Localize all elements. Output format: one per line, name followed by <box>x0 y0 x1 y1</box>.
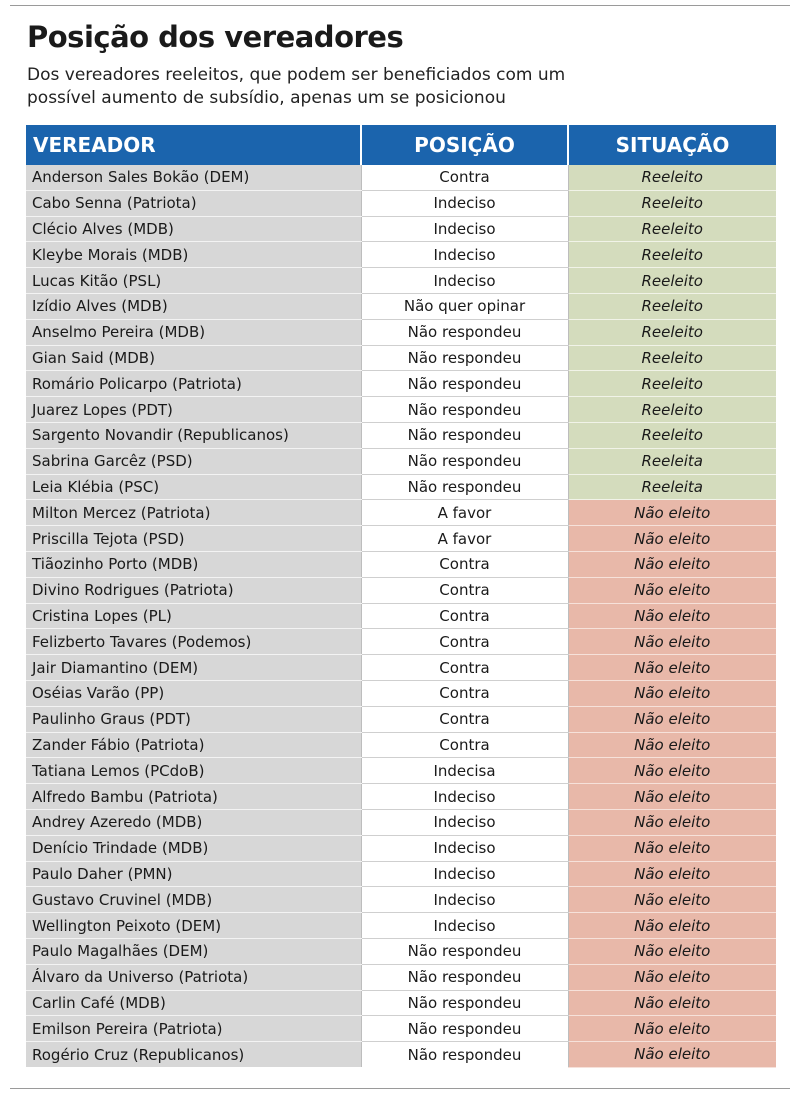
table-row <box>26 293 776 319</box>
posicao-cell: Não respondeu <box>361 990 568 1016</box>
table-row <box>26 913 776 939</box>
vereador-cell: Leia Klébia (PSC) <box>26 474 361 500</box>
situacao-cell: Não eleito <box>568 758 776 784</box>
table-row <box>26 655 776 681</box>
vereador-cell: Wellington Peixoto (DEM) <box>26 913 361 939</box>
vereador-cell: Kleybe Morais (MDB) <box>26 242 361 268</box>
vereador-cell: Izídio Alves (MDB) <box>26 293 361 319</box>
posicao-cell: Não respondeu <box>361 422 568 448</box>
table-row <box>26 268 776 294</box>
table-row <box>26 190 776 216</box>
table-row <box>26 784 776 810</box>
table-row <box>26 861 776 887</box>
situacao-cell: Não eleito <box>568 655 776 681</box>
vereador-cell: Felizberto Tavares (Podemos) <box>26 629 361 655</box>
posicao-cell: Contra <box>361 629 568 655</box>
situacao-cell: Reeleito <box>568 397 776 423</box>
vereador-cell: Divino Rodrigues (Patriota) <box>26 577 361 603</box>
vereador-cell: Zander Fábio (Patriota) <box>26 732 361 758</box>
posicao-cell: Não respondeu <box>361 938 568 964</box>
table-row <box>26 397 776 423</box>
vereador-cell: Jair Diamantino (DEM) <box>26 655 361 681</box>
table-row <box>26 242 776 268</box>
table-body <box>26 165 776 1067</box>
table-row <box>26 371 776 397</box>
situacao-cell: Não eleito <box>568 809 776 835</box>
vereador-cell: Sargento Novandir (Republicanos) <box>26 422 361 448</box>
vereador-cell: Romário Policarpo (Patriota) <box>26 371 361 397</box>
posicao-cell: Contra <box>361 603 568 629</box>
situacao-cell: Não eleito <box>568 861 776 887</box>
situacao-cell: Não eleito <box>568 603 776 629</box>
table-row <box>26 526 776 552</box>
column-header-posicao: POSIÇÃO <box>361 125 568 165</box>
table-row <box>26 345 776 371</box>
posicao-cell: Indeciso <box>361 809 568 835</box>
situacao-cell: Reeleita <box>568 448 776 474</box>
posicao-cell: Não respondeu <box>361 397 568 423</box>
table-row <box>26 603 776 629</box>
situacao-cell: Reeleito <box>568 371 776 397</box>
vereador-cell: Juarez Lopes (PDT) <box>26 397 361 423</box>
vereador-cell: Priscilla Tejota (PSD) <box>26 526 361 552</box>
table-header-row <box>26 125 776 165</box>
situacao-cell: Não eleito <box>568 913 776 939</box>
table-row <box>26 474 776 500</box>
posicao-cell: Contra <box>361 577 568 603</box>
bottom-rule <box>10 1088 790 1089</box>
table-row <box>26 680 776 706</box>
posicao-cell: Indeciso <box>361 216 568 242</box>
posicao-cell: Não quer opinar <box>361 293 568 319</box>
posicao-cell: Indeciso <box>361 190 568 216</box>
table-row <box>26 165 776 190</box>
posicao-cell: Contra <box>361 706 568 732</box>
situacao-cell: Não eleito <box>568 500 776 526</box>
vereador-cell: Rogério Cruz (Republicanos) <box>26 1042 361 1068</box>
situacao-cell: Não eleito <box>568 990 776 1016</box>
top-rule <box>10 5 790 6</box>
situacao-cell: Reeleita <box>568 474 776 500</box>
situacao-cell: Não eleito <box>568 551 776 577</box>
vereador-cell: Cabo Senna (Patriota) <box>26 190 361 216</box>
table-row <box>26 1016 776 1042</box>
vereador-cell: Gian Said (MDB) <box>26 345 361 371</box>
posicao-cell: Indeciso <box>361 835 568 861</box>
situacao-cell: Não eleito <box>568 577 776 603</box>
posicao-cell: A favor <box>361 500 568 526</box>
table-row <box>26 551 776 577</box>
posicao-cell: Indeciso <box>361 242 568 268</box>
situacao-cell: Não eleito <box>568 1016 776 1042</box>
vereador-cell: Paulo Magalhães (DEM) <box>26 938 361 964</box>
posicao-cell: Não respondeu <box>361 474 568 500</box>
situacao-cell: Não eleito <box>568 784 776 810</box>
table-row <box>26 835 776 861</box>
vereador-cell: Anselmo Pereira (MDB) <box>26 319 361 345</box>
table-row <box>26 758 776 784</box>
table-row <box>26 319 776 345</box>
posicao-cell: Contra <box>361 655 568 681</box>
situacao-cell: Reeleito <box>568 190 776 216</box>
situacao-cell: Reeleito <box>568 242 776 268</box>
situacao-cell: Não eleito <box>568 680 776 706</box>
table-row <box>26 448 776 474</box>
vereador-cell: Gustavo Cruvinel (MDB) <box>26 887 361 913</box>
page-subtitle: Dos vereadores reeleitos, que podem ser beneficiados com um possível aumento de subsídio, apenas um se posicionou <box>27 65 566 108</box>
table-row <box>26 500 776 526</box>
situacao-cell: Não eleito <box>568 887 776 913</box>
vereador-cell: Lucas Kitão (PSL) <box>26 268 361 294</box>
table-row <box>26 216 776 242</box>
vereador-cell: Milton Mercez (Patriota) <box>26 500 361 526</box>
posicao-cell: Indeciso <box>361 887 568 913</box>
column-header-situacao: SITUAÇÃO <box>568 125 776 165</box>
posicao-cell: Não respondeu <box>361 964 568 990</box>
posicao-cell: Indecisa <box>361 758 568 784</box>
posicao-cell: Indeciso <box>361 784 568 810</box>
vereador-cell: Anderson Sales Bokão (DEM) <box>26 165 361 190</box>
table-row <box>26 938 776 964</box>
situacao-cell: Reeleito <box>568 422 776 448</box>
vereador-cell: Andrey Azeredo (MDB) <box>26 809 361 835</box>
table-row <box>26 964 776 990</box>
table-row <box>26 809 776 835</box>
situacao-cell: Não eleito <box>568 732 776 758</box>
vereador-cell: Tiãozinho Porto (MDB) <box>26 551 361 577</box>
situacao-cell: Não eleito <box>568 526 776 552</box>
posicao-cell: Não respondeu <box>361 1042 568 1068</box>
situacao-cell: Não eleito <box>568 938 776 964</box>
situacao-cell: Reeleito <box>568 216 776 242</box>
situacao-cell: Não eleito <box>568 835 776 861</box>
vereador-cell: Oséias Varão (PP) <box>26 680 361 706</box>
table-row <box>26 887 776 913</box>
situacao-cell: Reeleito <box>568 319 776 345</box>
situacao-cell: Reeleito <box>568 268 776 294</box>
vereador-cell: Paulo Daher (PMN) <box>26 861 361 887</box>
table-row <box>26 706 776 732</box>
table-row <box>26 422 776 448</box>
posicao-cell: Não respondeu <box>361 371 568 397</box>
vereador-cell: Sabrina Garcêz (PSD) <box>26 448 361 474</box>
situacao-cell: Reeleito <box>568 293 776 319</box>
column-header-vereador: VEREADOR <box>26 125 361 165</box>
situacao-cell: Não eleito <box>568 706 776 732</box>
posicao-cell: Indeciso <box>361 861 568 887</box>
posicao-cell: Indeciso <box>361 268 568 294</box>
page-title: Posição dos vereadores <box>27 20 404 54</box>
posicao-cell: Não respondeu <box>361 448 568 474</box>
vereador-cell: Cristina Lopes (PL) <box>26 603 361 629</box>
posicao-cell: Contra <box>361 680 568 706</box>
table-row <box>26 732 776 758</box>
posicao-cell: Não respondeu <box>361 1016 568 1042</box>
vereador-cell: Paulinho Graus (PDT) <box>26 706 361 732</box>
vereador-cell: Clécio Alves (MDB) <box>26 216 361 242</box>
vereador-cell: Álvaro da Universo (Patriota) <box>26 964 361 990</box>
posicao-cell: A favor <box>361 526 568 552</box>
situacao-cell: Não eleito <box>568 964 776 990</box>
posicao-cell: Não respondeu <box>361 345 568 371</box>
table-row <box>26 990 776 1016</box>
vereador-cell: Denício Trindade (MDB) <box>26 835 361 861</box>
posicao-cell: Não respondeu <box>361 319 568 345</box>
posicao-cell: Contra <box>361 165 568 190</box>
table-row <box>26 629 776 655</box>
table-row <box>26 577 776 603</box>
vereador-cell: Tatiana Lemos (PCdoB) <box>26 758 361 784</box>
situacao-cell: Reeleito <box>568 345 776 371</box>
posicao-cell: Indeciso <box>361 913 568 939</box>
posicao-cell: Contra <box>361 551 568 577</box>
posicao-cell: Contra <box>361 732 568 758</box>
vereadores-table <box>26 125 776 1068</box>
situacao-cell: Não eleito <box>568 629 776 655</box>
situacao-cell: Não eleito <box>568 1042 776 1068</box>
table-row <box>26 1042 776 1068</box>
situacao-cell: Reeleito <box>568 165 776 190</box>
vereador-cell: Emilson Pereira (Patriota) <box>26 1016 361 1042</box>
vereador-cell: Carlin Café (MDB) <box>26 990 361 1016</box>
vereador-cell: Alfredo Bambu (Patriota) <box>26 784 361 810</box>
